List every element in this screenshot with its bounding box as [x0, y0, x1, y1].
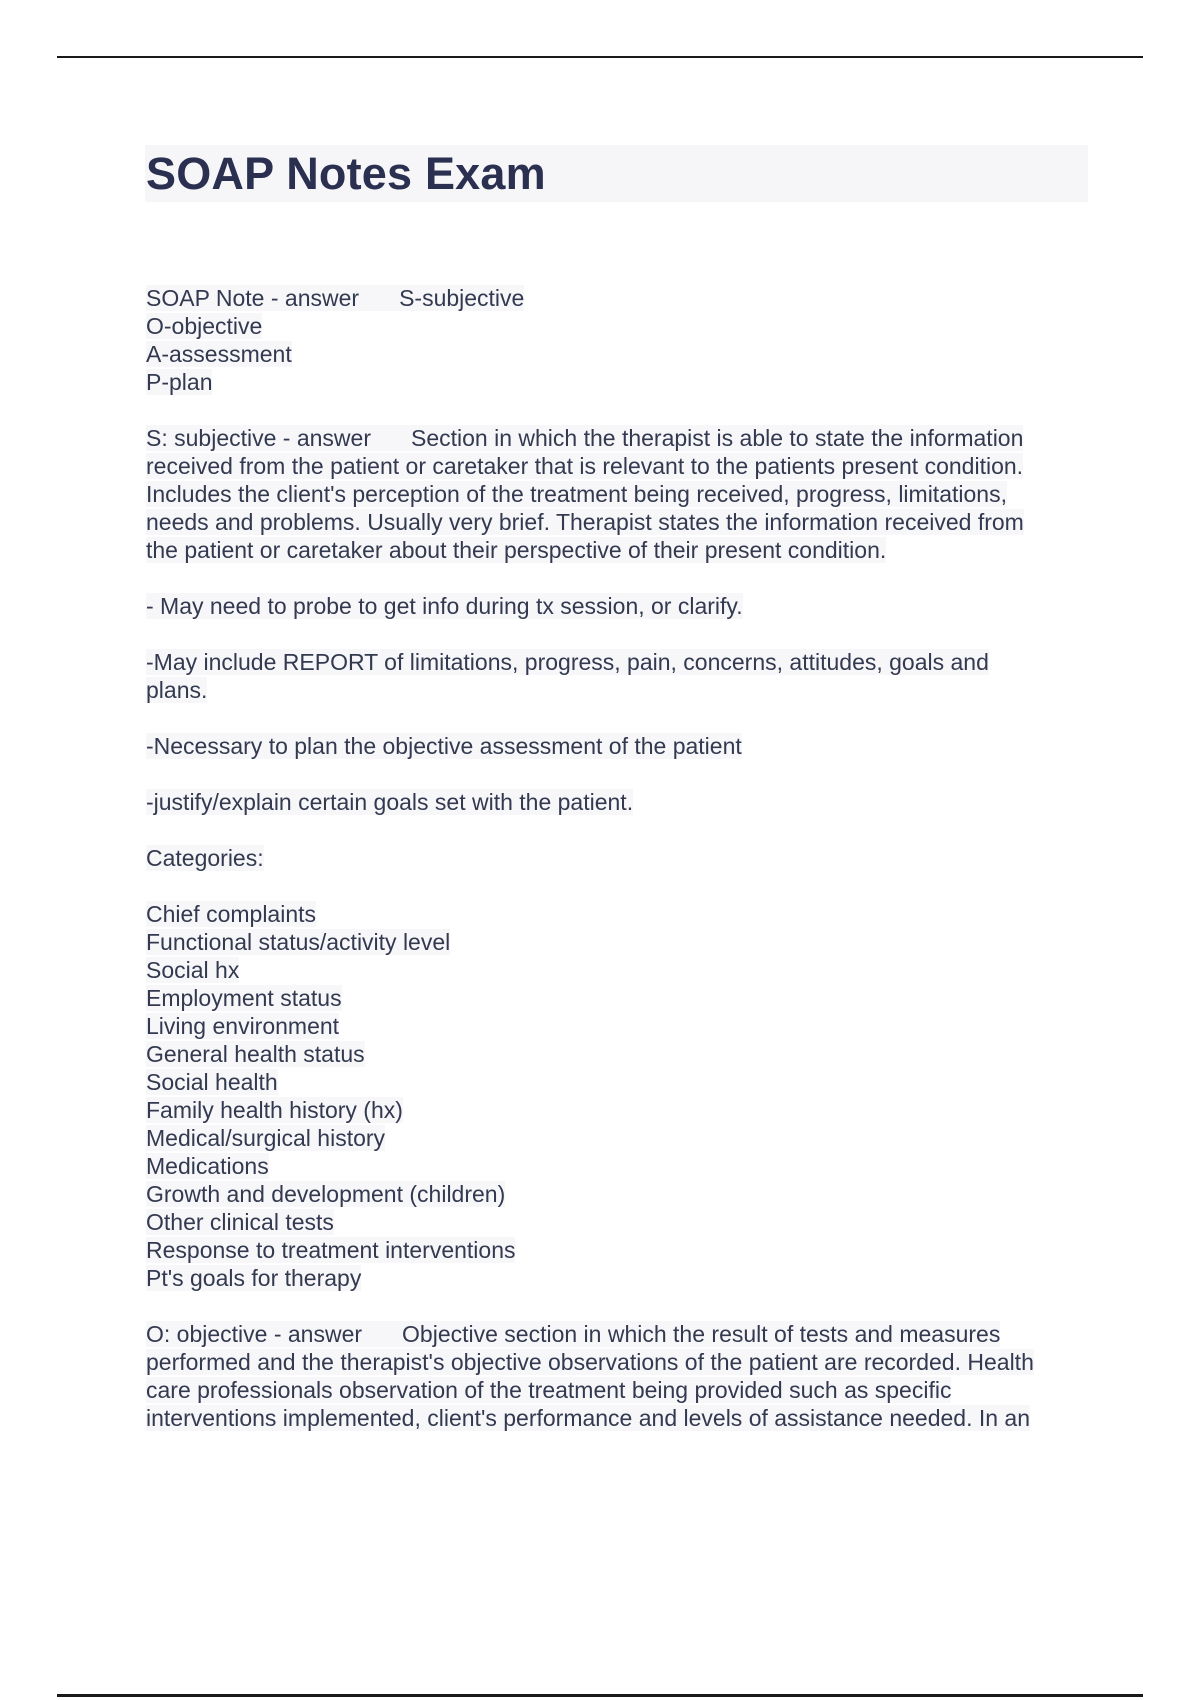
bullet-line: - May need to probe to get info during tx session, or clarify. [146, 593, 743, 619]
bullet-line: plans. [146, 677, 208, 703]
answer-line: O-objective [146, 313, 263, 339]
document-body [146, 284, 1096, 1460]
bullet-line: -Necessary to plan the objective assessment of the patient [146, 733, 742, 759]
category-item: Medical/surgical history [146, 1125, 386, 1151]
category-item: Social health [146, 1069, 278, 1095]
category-item: Family health history (hx) [146, 1097, 403, 1123]
page-title: SOAP Notes Exam [146, 148, 546, 199]
answer-line: received from the patient or caretaker that is relevant to the patients present condition. [146, 453, 1024, 479]
bullet-line: -May include REPORT of limitations, progress, pain, concerns, attitudes, goals and [146, 649, 989, 675]
category-item: General health status [146, 1041, 365, 1067]
categories-list [146, 900, 1096, 1292]
category-item: Medications [146, 1153, 269, 1179]
entry-term: O: objective - answer [146, 1321, 363, 1347]
bottom-divider [57, 1694, 1143, 1697]
entry-answer: Objective section in which the result of tests and measures [402, 1321, 1001, 1347]
category-item: Growth and development (children) [146, 1181, 506, 1207]
qa-entry-subjective [146, 424, 1096, 564]
answer-line: performed and the therapist's objective observations of the patient are recorded. Health [146, 1349, 1034, 1375]
bullet-justify [146, 788, 1096, 816]
entry-answer: Section in which the therapist is able to state the information [410, 425, 1024, 451]
entry-term: SOAP Note - answer [146, 285, 360, 311]
bullet-report [146, 648, 1096, 704]
categories-heading-block [146, 844, 1096, 872]
answer-line: the patient or caretaker about their perspective of their present condition. [146, 537, 887, 563]
category-item: Employment status [146, 985, 342, 1011]
answer-line: Includes the client's perception of the treatment being received, progress, limitations, [146, 481, 1007, 507]
category-item: Living environment [146, 1013, 340, 1039]
qa-entry-objective [146, 1320, 1096, 1432]
answer-line: care professionals observation of the treatment being provided such as specific [146, 1377, 952, 1403]
category-item: Other clinical tests [146, 1209, 334, 1235]
answer-line: needs and problems. Usually very brief. Therapist states the information received from [146, 509, 1024, 535]
bullet-probe [146, 592, 1096, 620]
category-item: Pt's goals for therapy [146, 1265, 362, 1291]
categories-heading: Categories: [146, 845, 264, 871]
category-item: Social hx [146, 957, 240, 983]
entry-answer: S-subjective [399, 285, 525, 311]
top-divider [57, 56, 1143, 58]
bullet-line: -justify/explain certain goals set with the patient. [146, 789, 634, 815]
bullet-necessary [146, 732, 1096, 760]
entry-term: S: subjective - answer [146, 425, 371, 451]
answer-line: P-plan [146, 369, 213, 395]
answer-line: A-assessment [146, 341, 292, 367]
category-item: Response to treatment interventions [146, 1237, 516, 1263]
category-item: Chief complaints [146, 901, 317, 927]
category-item: Functional status/activity level [146, 929, 451, 955]
answer-line: interventions implemented, client's performance and levels of assistance needed. In an [146, 1405, 1031, 1431]
qa-entry-soap-note [146, 284, 1096, 396]
